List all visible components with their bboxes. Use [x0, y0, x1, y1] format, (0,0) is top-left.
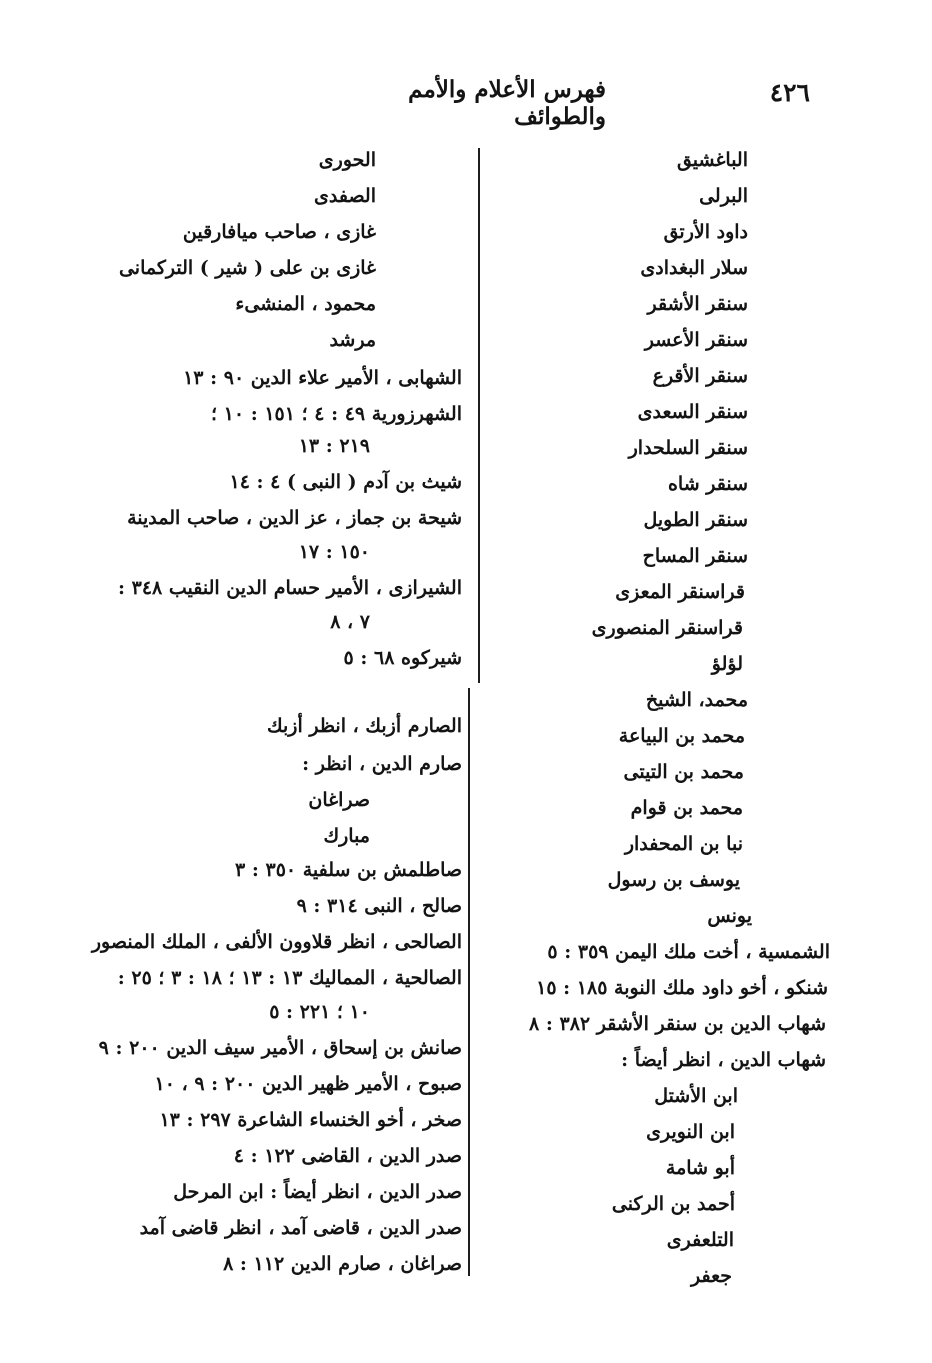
index-entry: الشهرزورية ٤٩ : ٤ ؛ ١٥١ : ١٠ ؛ [211, 403, 462, 425]
index-entry: صارم الدين ، انظر : [302, 753, 462, 775]
index-entry: ابن النويرى [646, 1121, 735, 1143]
index-entry: صاطلمش بن سلفية ٣٥٠ : ٣ [235, 859, 462, 881]
index-entry: الباغشيق [676, 149, 748, 171]
index-entry: الصالحية ، المماليك ١٣ : ١٣ ؛ ١٨ : ٣ ؛ ٢٥ : [117, 967, 462, 989]
index-entry: جعفر [690, 1265, 732, 1287]
index-entry: ابن الأشتل [654, 1085, 738, 1107]
index-entry: شهاب الدين ، انظر أيضاً : [621, 1049, 826, 1071]
index-entry: أبو شامة [665, 1157, 735, 1179]
index-entry: سنقر شاه [667, 473, 748, 495]
index-entry: قراسنقر المنصورى [591, 617, 743, 639]
index-entry: صخر ، أخو الخنساء الشاعرة ٢٩٧ : ١٣ [159, 1109, 462, 1131]
index-entry: مبارك [323, 825, 370, 847]
running-header-title: فهرس الأعلام والأمم والطوائف [408, 76, 606, 130]
index-entry: الصالحى ، انظر قلاوون الألفى ، الملك المنصور [91, 931, 462, 953]
index-entry: سنقر الطويل [643, 509, 748, 531]
index-entry: يوسف بن رسول [607, 869, 740, 891]
index-entry: الشهابى ، الأمير علاء الدين ٩٠ : ١٣ [183, 367, 462, 389]
index-entry: يونس [707, 905, 752, 927]
index-entry: سلار البغدادى [640, 257, 748, 279]
index-entry: سنقر المساح [642, 545, 748, 567]
index-entry: لؤلؤ [711, 653, 743, 675]
index-entry: محمود ، المنشىء [235, 293, 376, 315]
index-entry: صراغان [308, 789, 370, 811]
index-entry: ٧ ، ٨ [330, 611, 370, 633]
index-entry: شيحة بن جماز ، عز الدين ، صاحب المدينة [127, 507, 462, 529]
index-entry: ١٥٠ : ١٧ [298, 541, 370, 563]
index-entry: الشيرازى ، الأمير حسام الدين النقيب ٣٤٨ : [118, 577, 462, 599]
index-entry: الشمسية ، أخت ملك اليمن ٣٥٩ : ٥ [547, 941, 830, 963]
index-entry: أحمد بن الركنى [611, 1193, 735, 1215]
index-entry: صراغان ، صارم الدين ١١٢ : ٨ [223, 1253, 462, 1275]
index-entry: صدر الدين ، قاضى آمد ، انظر قاضى آمد [139, 1217, 462, 1239]
index-entry: الحورى [318, 149, 376, 171]
index-entry: صدر الدين ، القاضى ١٢٢ : ٤ [233, 1145, 462, 1167]
index-entry: صالح ، النبى ٣١٤ : ٩ [296, 895, 462, 917]
index-entry: نبا بن المحفدار [624, 833, 743, 855]
index-entry: سنقر الأشقر [647, 293, 748, 315]
index-entry: محمد بن قوام [630, 797, 743, 819]
index-entry: غازى بن على ( شير ) التركمانى [118, 257, 376, 279]
index-entry: داود الأرتق [663, 221, 748, 243]
index-entry: صدر الدين ، انظر أيضاً : ابن المرحل [173, 1181, 462, 1203]
index-entry: سنقر السلحدار [628, 437, 748, 459]
index-entry: البرلى [699, 185, 748, 207]
index-entry: شهاب الدين بن سنقر الأشقر ٣٨٢ : ٨ [529, 1013, 826, 1035]
page-number: ٤٢٦ [769, 78, 810, 107]
index-entry: الصارم أزبك ، انظر أزبك [266, 715, 462, 737]
index-entry: سنقر الأقرع [652, 365, 748, 387]
index-entry: شنكو ، أخو داود ملك النوبة ١٨٥ : ١٥ [536, 977, 828, 999]
index-entry: محمد بن التيتى [623, 761, 744, 783]
index-entry: شيركوه ٦٨ : ٥ [343, 647, 462, 669]
index-entry: صانش بن إسحاق ، الأمير سيف الدين ٢٠٠ : ٩ [98, 1037, 462, 1059]
index-entry: شيث بن آدم ( النبى ) ٤ : ١٤ [229, 471, 462, 493]
index-entry: مرشد [329, 329, 376, 351]
column-divider-top [478, 148, 480, 683]
index-entry: الصفدى [313, 185, 376, 207]
index-entry: سنقر السعدى [637, 401, 748, 423]
index-entry: سنقر الأعسر [644, 329, 748, 351]
index-entry: ١٠ ؛ ٢٢١ : ٥ [269, 1001, 370, 1023]
index-entry: ٢١٩ : ١٣ [298, 435, 370, 457]
index-entry: قراسنقر المعزى [615, 581, 745, 603]
index-entry: محمد بن البياعة [618, 725, 745, 747]
index-entry: غازى ، صاحب ميافارقين [182, 221, 376, 243]
index-entry: التلعفرى [666, 1229, 734, 1251]
index-entry: صبوح ، الأمير ظهير الدين ٢٠٠ : ٩ ، ١٠ [154, 1073, 462, 1095]
index-entry: محمد، الشيخ [645, 689, 748, 711]
column-divider-bottom [468, 688, 470, 1276]
